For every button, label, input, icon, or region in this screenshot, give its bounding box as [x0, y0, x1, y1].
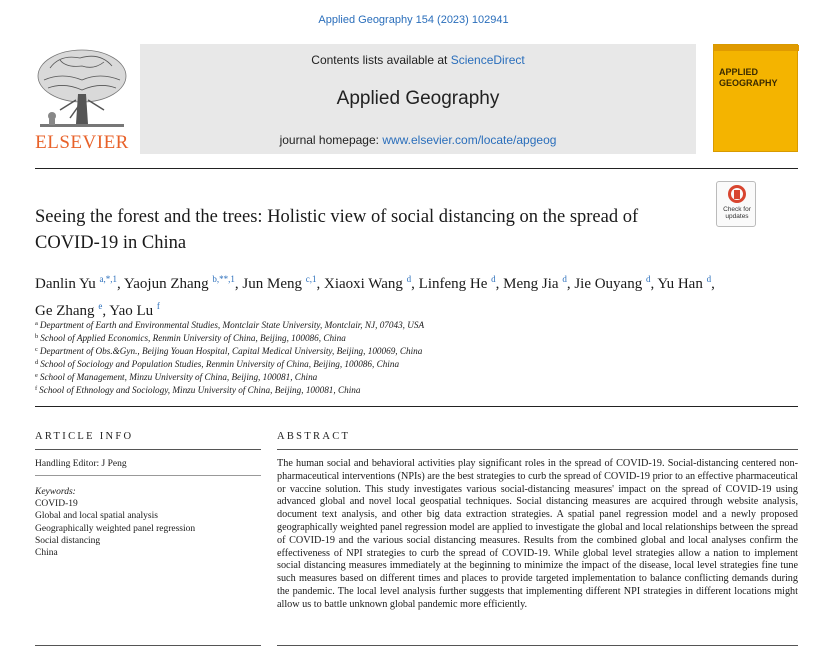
author-name-text: Danlin Yu: [35, 276, 96, 292]
keyword-item: Social distancing: [35, 535, 101, 546]
author-name-text: Yao Lu: [109, 303, 154, 319]
author-separator: ,: [411, 276, 415, 292]
affiliation-key: e: [35, 372, 38, 380]
author-name[interactable]: [574, 276, 654, 292]
author-name-text: Yu Han: [657, 276, 703, 292]
check-for-updates-button[interactable]: [716, 181, 756, 227]
affiliation-key: a: [35, 320, 38, 327]
abstract-text: The human social and behavioral activities play significant roles in the spread of COVID-19. Social-distancing centered non-pharmaceutical interventions (NPIs) are the best strategies to curb the spread of COVID-19 prior to an effective pharmaceutical or vaccine solution. This study investigates various social-distancing measures' impact on the spread of COVID-19 using advanced global and novel local geospatial techniques. Social distancing measures are acquired through website analysis, document text analysis, and other big data extraction strategies. A spatial panel regression model and a newly proposed geographically weighted panel regression model are applied to investigate the global and local relationships between the spread of COVID-19 and the various social distancing measures. Results from the combined global and local analyses confirm the effectiveness of NPI strategies to curb the spread of COVID-19. While global level strategies allow a nation to implement social distancing measures immediately at the beginning to minimize the impact of the disease, local level strategies fine tune such measures based on different times and places to provide targeted implementation to balance conflicting demands during the pandemic. The local level analysis further suggests that implementing different NPI strategies in different locations might allow us to battle unknown global pandemic more efficiently.: [277, 458, 798, 610]
header-divider: [35, 168, 798, 169]
cover-top-bar: [714, 45, 799, 51]
elsevier-logo[interactable]: [30, 44, 134, 156]
author-name[interactable]: [503, 276, 570, 292]
author-separator: ,: [495, 276, 500, 292]
affiliation-item: [35, 318, 735, 331]
author-affiliation-marker[interactable]: d: [645, 274, 651, 284]
handling-editor-rule: [35, 475, 261, 476]
affiliation-text: School of Ethnology and Sociology, Minzu University of China, Beijing, 100081, China: [39, 385, 361, 396]
affiliation-item: [35, 370, 735, 383]
author-name-text: Meng Jia: [503, 276, 559, 292]
check-updates-line1: Check for: [723, 206, 751, 213]
affiliation-text: School of Management, Minzu University of China, Beijing, 100081, China: [39, 372, 318, 383]
author-name-text: Linfeng He: [418, 276, 488, 292]
keyword-item: Geographically weighted panel regression: [35, 523, 196, 534]
keywords-heading: Keywords:: [35, 487, 76, 497]
keywords-block: [35, 486, 195, 559]
author-name[interactable]: [35, 276, 121, 292]
handling-editor: Handling Editor: J Peng: [35, 459, 127, 469]
author-name-text: Jun Meng: [242, 276, 302, 292]
author-name[interactable]: [35, 303, 106, 319]
author-name[interactable]: [657, 276, 714, 292]
journal-citation[interactable]: Applied Geography 154 (2023) 102941: [318, 14, 509, 26]
affiliation-key: c: [35, 346, 38, 354]
check-updates-icon: [728, 185, 746, 203]
affiliation-key: d: [35, 359, 39, 367]
author-affiliation-marker[interactable]: f: [156, 301, 160, 311]
check-updates-label: [717, 206, 757, 220]
article-title: Seeing the forest and the trees: Holistic view of social distancing on the spread of COVID-19 in China: [35, 207, 639, 253]
affiliation-text: Department of Earth and Environmental Studies, Montclair State University, Montclair, NJ, 07043, USA: [39, 320, 425, 330]
author-name[interactable]: [419, 276, 500, 292]
author-affiliation-marker[interactable]: d: [706, 274, 712, 284]
cover-title-line1: APPLIED: [719, 67, 759, 77]
article-info-rule: [35, 449, 261, 450]
author-name[interactable]: [242, 276, 320, 292]
author-affiliation-marker[interactable]: d: [562, 274, 567, 284]
affiliation-text: School of Sociology and Population Studies, Renmin University of China, Beijing, 100086, China: [40, 359, 400, 370]
journal-title: Applied Geography: [336, 88, 500, 109]
sciencedirect-link[interactable]: ScienceDirect: [450, 53, 525, 67]
affiliation-list: [35, 318, 735, 397]
author-separator: ,: [650, 276, 655, 292]
keyword-item: Global and local spatial analysis: [35, 511, 158, 522]
cover-title-line2: GEOGRAPHY: [719, 78, 778, 88]
author-separator: ,: [116, 276, 121, 292]
author-separator: ,: [711, 276, 715, 292]
author-name-text: Xiaoxi Wang: [323, 276, 403, 292]
journal-homepage-link[interactable]: www.elsevier.com/locate/apgeog: [382, 133, 557, 147]
keyword-item: COVID-19: [35, 499, 78, 510]
affiliation-item: [35, 357, 735, 370]
affiliation-divider: [35, 406, 798, 407]
abstract-rule: [277, 449, 798, 450]
author-affiliation-marker[interactable]: c,1: [305, 274, 317, 284]
author-separator: ,: [566, 276, 571, 292]
abstract-heading: ABSTRACT: [277, 431, 351, 442]
journal-banner: [140, 44, 696, 154]
affiliation-key: b: [35, 333, 39, 341]
homepage-line: [140, 133, 696, 147]
author-name[interactable]: [124, 276, 239, 292]
keyword-item: China: [35, 548, 58, 559]
affiliation-item: [35, 344, 735, 357]
author-separator: ,: [316, 276, 321, 292]
author-affiliation-marker[interactable]: d: [406, 274, 412, 284]
author-name-text: Yaojun Zhang: [123, 276, 209, 292]
journal-cover-thumbnail[interactable]: [713, 44, 798, 152]
author-name-text: Jie Ouyang: [574, 276, 643, 292]
author-separator: ,: [102, 303, 107, 319]
contents-line: [140, 53, 696, 67]
author-affiliation-marker[interactable]: a,*,1: [99, 274, 117, 284]
affiliation-text: Department of Obs.&Gyn., Beijing Youan Hospital, Capital Medical University, Beijing, 100069, China: [39, 346, 423, 357]
cover-title: [719, 67, 797, 89]
author-affiliation-marker[interactable]: b,**,1: [212, 274, 235, 284]
article-info-bottom-rule: [35, 645, 261, 646]
author-name-text: Ge Zhang: [35, 303, 95, 319]
homepage-prefix: journal homepage:: [279, 133, 383, 147]
elsevier-tree-icon: [30, 44, 134, 132]
contents-prefix: Contents lists available at: [311, 53, 451, 67]
article-info-heading: ARTICLE INFO: [35, 431, 134, 442]
check-updates-line2: updates: [725, 213, 749, 220]
author-affiliation-marker[interactable]: e: [98, 301, 103, 311]
abstract-bottom-rule: [277, 645, 798, 646]
affiliation-item: [35, 331, 735, 344]
author-separator: ,: [234, 276, 239, 292]
author-name[interactable]: [324, 276, 415, 292]
affiliation-text: School of Applied Economics, Renmin University of China, Beijing, 100086, China: [40, 333, 346, 344]
elsevier-wordmark: ELSEVIER: [35, 132, 129, 153]
author-name[interactable]: [109, 303, 160, 319]
affiliation-item: [35, 383, 735, 396]
author-list: [35, 268, 725, 322]
keyword-list: [35, 498, 195, 559]
affiliation-key: f: [35, 385, 38, 393]
author-affiliation-marker[interactable]: d: [491, 274, 496, 284]
